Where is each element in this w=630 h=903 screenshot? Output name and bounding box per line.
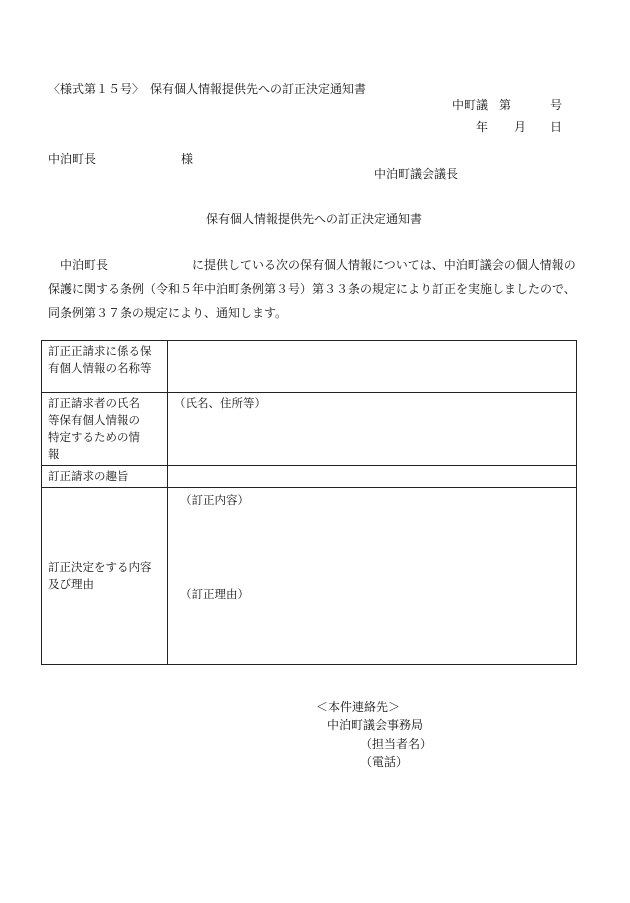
date-year: 年 bbox=[476, 120, 489, 134]
body-line-1-text: に提供している次の保有個人情報については、中泊町議会の個人情報の bbox=[192, 258, 576, 272]
table-row bbox=[42, 393, 577, 466]
form-number: 〈様式第１５号〉 保有個人情報提供先への訂正決定通知書 bbox=[48, 82, 367, 96]
row-label-decision bbox=[42, 488, 168, 665]
body-line-2: 保護に関する条例（令和５年中泊町条例第３号）第３３条の規定により訂正を実施しましたので、 bbox=[48, 282, 576, 296]
addressee-name: 中泊町長 bbox=[48, 152, 97, 166]
body-line-3: 同条例第３７条の規定により、通知します。 bbox=[48, 306, 288, 320]
body-line-1 bbox=[48, 253, 588, 277]
contact-person: （担当者名） bbox=[360, 737, 433, 751]
row-label-purpose: 訂正請求の趣旨 bbox=[42, 466, 168, 488]
date-day: 日 bbox=[550, 120, 563, 134]
document-title: 保有個人情報提供先への訂正決定通知書 bbox=[206, 212, 423, 226]
correction-table bbox=[41, 340, 577, 665]
row-value-purpose[interactable] bbox=[168, 466, 577, 488]
label-line: 等保有個人情報の bbox=[48, 413, 140, 427]
table-row bbox=[42, 466, 577, 488]
contact-phone: （電話） bbox=[360, 755, 409, 769]
ref-prefix: 中町議 bbox=[452, 98, 489, 112]
label-line: 報 bbox=[48, 447, 60, 461]
sender: 中泊町議会議長 bbox=[374, 167, 459, 181]
row-label-info-name bbox=[42, 341, 168, 393]
ref-go: 号 bbox=[550, 98, 563, 112]
label-line: 特定するための情 bbox=[48, 430, 140, 444]
contact-office: 中泊町議会事務局 bbox=[327, 718, 424, 732]
label-line: 訂正正請求に係る保 bbox=[48, 344, 152, 358]
body-addressee: 中泊町長 bbox=[60, 258, 109, 272]
label-line: 及び理由 bbox=[48, 577, 94, 591]
date-month: 月 bbox=[514, 120, 527, 134]
correction-content-label: （訂正内容） bbox=[180, 493, 249, 507]
row-value-info-name[interactable] bbox=[168, 341, 577, 393]
label-line: 訂正請求者の氏名 bbox=[48, 396, 140, 410]
label-line: 訂正決定をする内容 bbox=[48, 560, 152, 574]
label-line: 有個人情報の名称等 bbox=[48, 361, 152, 375]
row-label-requester bbox=[42, 393, 168, 466]
table-row bbox=[42, 341, 577, 393]
table-row bbox=[42, 488, 577, 665]
addressee-honorific: 様 bbox=[181, 152, 194, 166]
requester-hint: （氏名、住所等） bbox=[174, 396, 266, 410]
contact-heading: ＜本件連絡先＞ bbox=[316, 700, 401, 714]
row-value-decision[interactable] bbox=[168, 488, 577, 665]
ref-dai: 第 bbox=[499, 98, 512, 112]
body-paragraph bbox=[48, 253, 588, 325]
correction-reason-label: （訂正理由） bbox=[180, 587, 249, 601]
row-value-requester[interactable] bbox=[168, 393, 577, 466]
